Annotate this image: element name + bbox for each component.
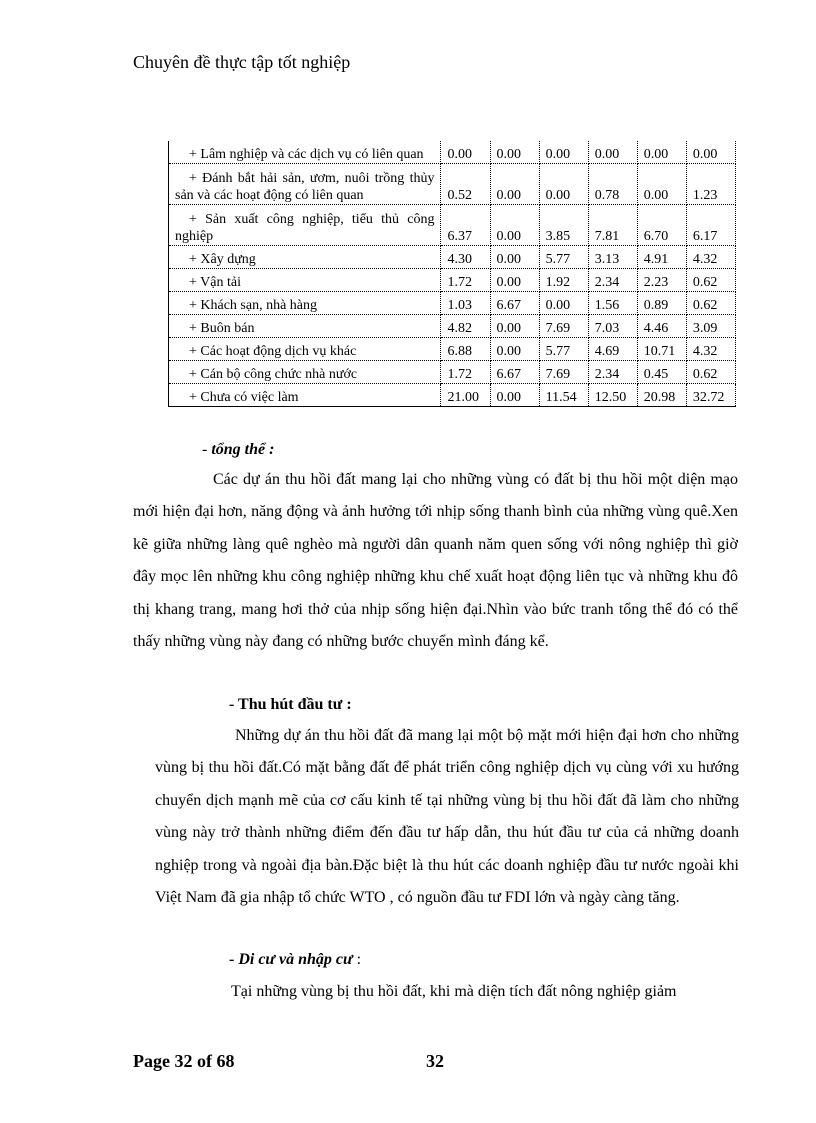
row-value: 0.00 [637, 164, 686, 205]
paragraph-tong-the [133, 464, 738, 658]
row-value: 6.70 [637, 205, 686, 246]
row-value: 0.00 [490, 315, 539, 338]
table-row [169, 269, 736, 292]
row-value: 1.23 [686, 164, 735, 205]
row-label: + Đánh bắt hải sản, ươm, nuôi trồng thủy sản và các hoạt động có liên quan [169, 164, 441, 205]
row-value: 0.00 [490, 338, 539, 361]
row-value: 0.00 [539, 164, 588, 205]
row-value: 1.56 [588, 292, 637, 315]
row-value: 3.85 [539, 205, 588, 246]
table-row [169, 361, 736, 384]
table-row [169, 292, 736, 315]
row-value: 2.34 [588, 361, 637, 384]
row-value: 0.62 [686, 361, 735, 384]
row-value: 1.72 [441, 269, 490, 292]
table-row [169, 384, 736, 407]
table-row [169, 338, 736, 361]
row-value: 0.00 [539, 292, 588, 315]
row-value: 4.30 [441, 246, 490, 269]
row-value: 0.00 [441, 141, 490, 164]
row-value: 4.82 [441, 315, 490, 338]
row-value: 4.32 [686, 246, 735, 269]
paragraph-di-cu [155, 976, 739, 1008]
table-body [169, 141, 736, 407]
row-value: 3.13 [588, 246, 637, 269]
row-value: 1.72 [441, 361, 490, 384]
paragraph-text: Những dự án thu hồi đất đã mang lại một bộ mặt mới hiện đại hơn cho những vùng bị thu hồi đất.Có mặt bằng đất để phát triển công nghiệp dịch vụ cùng với xu hướng chuyển dịch mạnh mẽ của cơ cấu kinh tế tại những vùng bị thu hồi đất đã làm cho những vùng này trở thành những điểm đến đầu tư hấp dẫn, thu hút đầu tư của cả những doanh nghiệp trong và ngoài địa bàn.Đặc biệt là thu hút các doanh nghiệp đầu tư nước ngoài khi Việt Nam đã gia nhập tổ chức WTO , có nguồn đầu tư FDI lớn và ngày càng tăng. [155, 727, 739, 907]
row-value: 0.00 [539, 141, 588, 164]
row-label: + Xây dựng [169, 246, 441, 269]
row-value: 0.00 [490, 246, 539, 269]
row-label: + Buôn bán [169, 315, 441, 338]
row-value: 5.77 [539, 246, 588, 269]
row-value: 7.69 [539, 361, 588, 384]
row-value: 0.00 [588, 141, 637, 164]
row-value: 6.67 [490, 292, 539, 315]
row-value: 0.00 [686, 141, 735, 164]
page-number: 32 [426, 1051, 444, 1071]
row-value: 0.00 [490, 384, 539, 407]
table-row [169, 164, 736, 205]
heading-prefix: - [202, 441, 212, 458]
row-label: + Lâm nghiệp và các dịch vụ có liên quan [169, 141, 441, 164]
row-label: + Các hoạt động dịch vụ khác [169, 338, 441, 361]
row-value: 3.09 [686, 315, 735, 338]
section-heading-tong-the [202, 441, 274, 459]
row-value: 2.23 [637, 269, 686, 292]
section-heading-di-cu [229, 951, 361, 969]
paragraph-thu-hut [155, 720, 739, 914]
row-value: 12.50 [588, 384, 637, 407]
table-row [169, 205, 736, 246]
row-value: 0.78 [588, 164, 637, 205]
section-heading-thu-hut: - Thu hút đầu tư : [229, 696, 352, 713]
row-value: 7.69 [539, 315, 588, 338]
document-header-title: Chuyên đề thực tập tốt nghiệp [133, 52, 351, 72]
heading-text: Di cư và nhập cư [238, 951, 353, 968]
row-value: 0.62 [686, 292, 735, 315]
row-value: 10.71 [637, 338, 686, 361]
row-value: 0.89 [637, 292, 686, 315]
row-value: 6.67 [490, 361, 539, 384]
row-value: 6.37 [441, 205, 490, 246]
row-value: 0.52 [441, 164, 490, 205]
row-value: 7.03 [588, 315, 637, 338]
row-value: 2.34 [588, 269, 637, 292]
row-value: 21.00 [441, 384, 490, 407]
paragraph-text: Các dự án thu hồi đất mang lại cho những vùng có đất bị thu hồi một diện mạo mới hiện đại hơn, năng động và ảnh hưởng tới nhịp sống thanh bình của những vùng quê.Xen kẽ giữa những làng quê nghèo mà người dân quanh năm quen sống với nông nghiệp thì giờ đây mọc lên những khu công nghiệp những khu chế xuất hoạt động liên tục và những khu đô thị khang trang, mang hơi thở của nhịp sống hiện đại.Nhìn vào bức tranh tổng thể đó có thể thấy những vùng này đang có những bước chuyển mình đáng kể. [133, 471, 738, 651]
row-label: + Cán bộ công chức nhà nước [169, 361, 441, 384]
heading-suffix: : [352, 951, 362, 968]
row-label: + Khách sạn, nhà hàng [169, 292, 441, 315]
row-value: 1.03 [441, 292, 490, 315]
row-value: 4.46 [637, 315, 686, 338]
row-value: 20.98 [637, 384, 686, 407]
row-value: 0.00 [490, 269, 539, 292]
row-value: 5.77 [539, 338, 588, 361]
table-row [169, 246, 736, 269]
row-label: + Chưa có việc làm [169, 384, 441, 407]
table-row [169, 141, 736, 164]
row-value: 32.72 [686, 384, 735, 407]
row-value: 4.32 [686, 338, 735, 361]
row-value: 0.45 [637, 361, 686, 384]
page-indicator: Page 32 of 68 [133, 1051, 235, 1071]
row-value: 0.00 [637, 141, 686, 164]
row-value: 0.00 [490, 205, 539, 246]
heading-prefix: - [229, 951, 239, 968]
row-value: 7.81 [588, 205, 637, 246]
table-row [169, 315, 736, 338]
row-value: 0.00 [490, 141, 539, 164]
row-label: + Vận tải [169, 269, 441, 292]
row-value: 0.62 [686, 269, 735, 292]
row-value: 4.91 [637, 246, 686, 269]
row-value: 0.00 [490, 164, 539, 205]
row-value: 11.54 [539, 384, 588, 407]
statistics-table [168, 141, 736, 407]
row-value: 1.92 [539, 269, 588, 292]
paragraph-text: Tại những vùng bị thu hồi đất, khi mà diện tích đất nông nghiệp giảm [231, 983, 677, 1000]
row-value: 6.17 [686, 205, 735, 246]
row-value: 6.88 [441, 338, 490, 361]
row-label: + Sản xuất công nghiệp, tiểu thủ công nghiệp [169, 205, 441, 246]
row-value: 4.69 [588, 338, 637, 361]
heading-text: tổng thể : [211, 441, 275, 458]
